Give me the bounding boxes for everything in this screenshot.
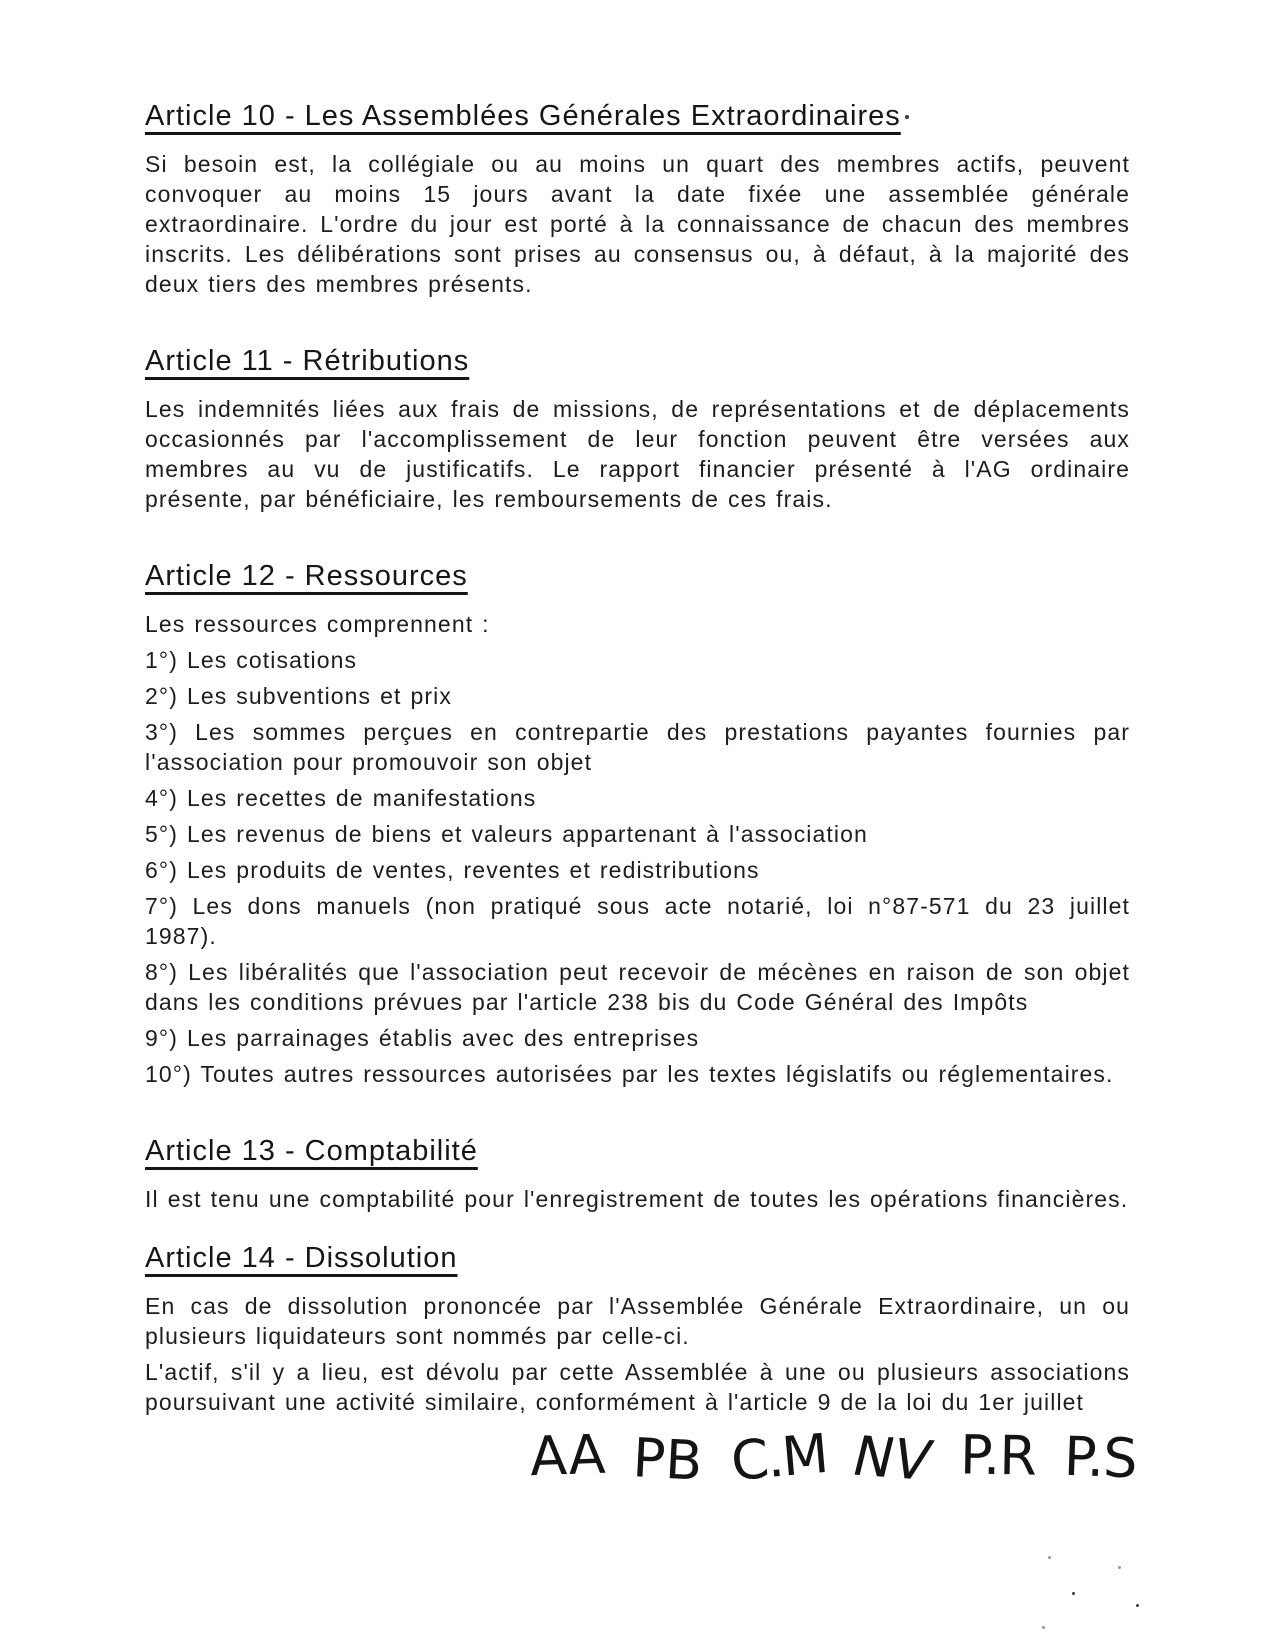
article-section <box>145 560 1130 1089</box>
article-section <box>145 100 1130 299</box>
handwritten-initial: P.R <box>959 1423 1037 1488</box>
paragraph-line: 9°) Les parrainages établis avec des entreprises <box>145 1025 700 1051</box>
article-paragraphs <box>145 394 1130 514</box>
article-heading: Article 11 - Rétributions <box>145 345 470 377</box>
paragraph-line: 8°) Les libéralités que l'association peut recevoir de mécènes en raison de son objet dans les conditions prévues par l'article 238 bis du Code Général des Impôts <box>145 959 1130 1015</box>
article-paragraphs <box>145 1184 1130 1214</box>
article-heading: Article 10 - Les Assemblées Générales Extraordinaires <box>145 100 901 132</box>
paragraph-line: Les indemnités liées aux frais de missions, de représentations et de déplacements occasionnés par l'accomplissement de leur fonction peuvent être versées aux membres au vu de justificatifs. Le rapport financier présenté à l'AG ordinaire présente, par bénéficiaire, les remboursements de ces frais. <box>145 396 1130 512</box>
paragraph-line: L'actif, s'il y a lieu, est dévolu par cette Assemblée à une ou plusieurs associations poursuivant une activité similaire, conformément à l'article 9 de la loi du 1er juillet <box>145 1359 1130 1415</box>
paragraph-line: 10°) Toutes autres ressources autorisées par les textes législatifs ou réglementaires. <box>145 1061 1114 1087</box>
handwritten-initial: C.M <box>728 1421 830 1494</box>
handwritten-initial: AA <box>528 1422 607 1489</box>
handwritten-initial: PB <box>631 1426 705 1493</box>
paragraph-line: 1°) Les cotisations <box>145 647 358 673</box>
paragraph-line: 7°) Les dons manuels (non pratiqué sous acte notarié, loi n°87-571 du 23 juillet 1987). <box>145 893 1130 949</box>
scan-noise-dot <box>1136 1604 1139 1607</box>
handwritten-initials-row <box>528 1421 1138 1494</box>
article-heading: Article 13 - Comptabilité <box>145 1135 478 1167</box>
paragraph-line: 5°) Les revenus de biens et valeurs appartenant à l'association <box>145 821 868 847</box>
article-paragraphs <box>145 149 1130 299</box>
article-heading: Article 14 - Dissolution <box>145 1242 458 1274</box>
handwritten-initial: P.S <box>1062 1424 1138 1491</box>
scan-noise-dot <box>1042 1626 1045 1629</box>
article-section <box>145 1135 1130 1214</box>
paragraph-line: Les ressources comprennent : <box>145 611 490 637</box>
article-section <box>145 345 1130 514</box>
paragraph-line: Il est tenu une comptabilité pour l'enregistrement de toutes les opérations financières. <box>145 1186 1129 1212</box>
scan-noise-dot <box>1118 1566 1121 1569</box>
article-section <box>145 1242 1130 1417</box>
paragraph-line: 2°) Les subventions et prix <box>145 683 452 709</box>
scan-noise-dot <box>1048 1556 1051 1559</box>
article-paragraphs <box>145 1291 1130 1417</box>
handwritten-initial: NV <box>846 1424 939 1493</box>
article-heading: Article 12 - Ressources <box>145 560 468 592</box>
scan-noise-dot <box>1072 1592 1075 1595</box>
document-sections <box>145 100 1130 1417</box>
article-paragraphs <box>145 609 1130 1089</box>
paragraph-line: 3°) Les sommes perçues en contrepartie des prestations payantes fournies par l'association pour promouvoir son objet <box>145 719 1130 775</box>
paragraph-line: 4°) Les recettes de manifestations <box>145 785 537 811</box>
paragraph-line: 6°) Les produits de ventes, reventes et redistributions <box>145 857 760 883</box>
paragraph-line: En cas de dissolution prononcée par l'Assemblée Générale Extraordinaire, un ou plusieurs liquidateurs sont nommés par celle-ci. <box>145 1293 1130 1349</box>
scan-noise-dot <box>905 115 909 119</box>
paragraph-line: Si besoin est, la collégiale ou au moins un quart des membres actifs, peuvent convoquer au moins 15 jours avant la date fixée une assemblée générale extraordinaire. L'ordre du jour est porté à la connaissance de chacun des membres inscrits. Les délibérations sont prises au consensus ou, à défaut, à la majorité des deux tiers des membres présents. <box>145 151 1130 297</box>
